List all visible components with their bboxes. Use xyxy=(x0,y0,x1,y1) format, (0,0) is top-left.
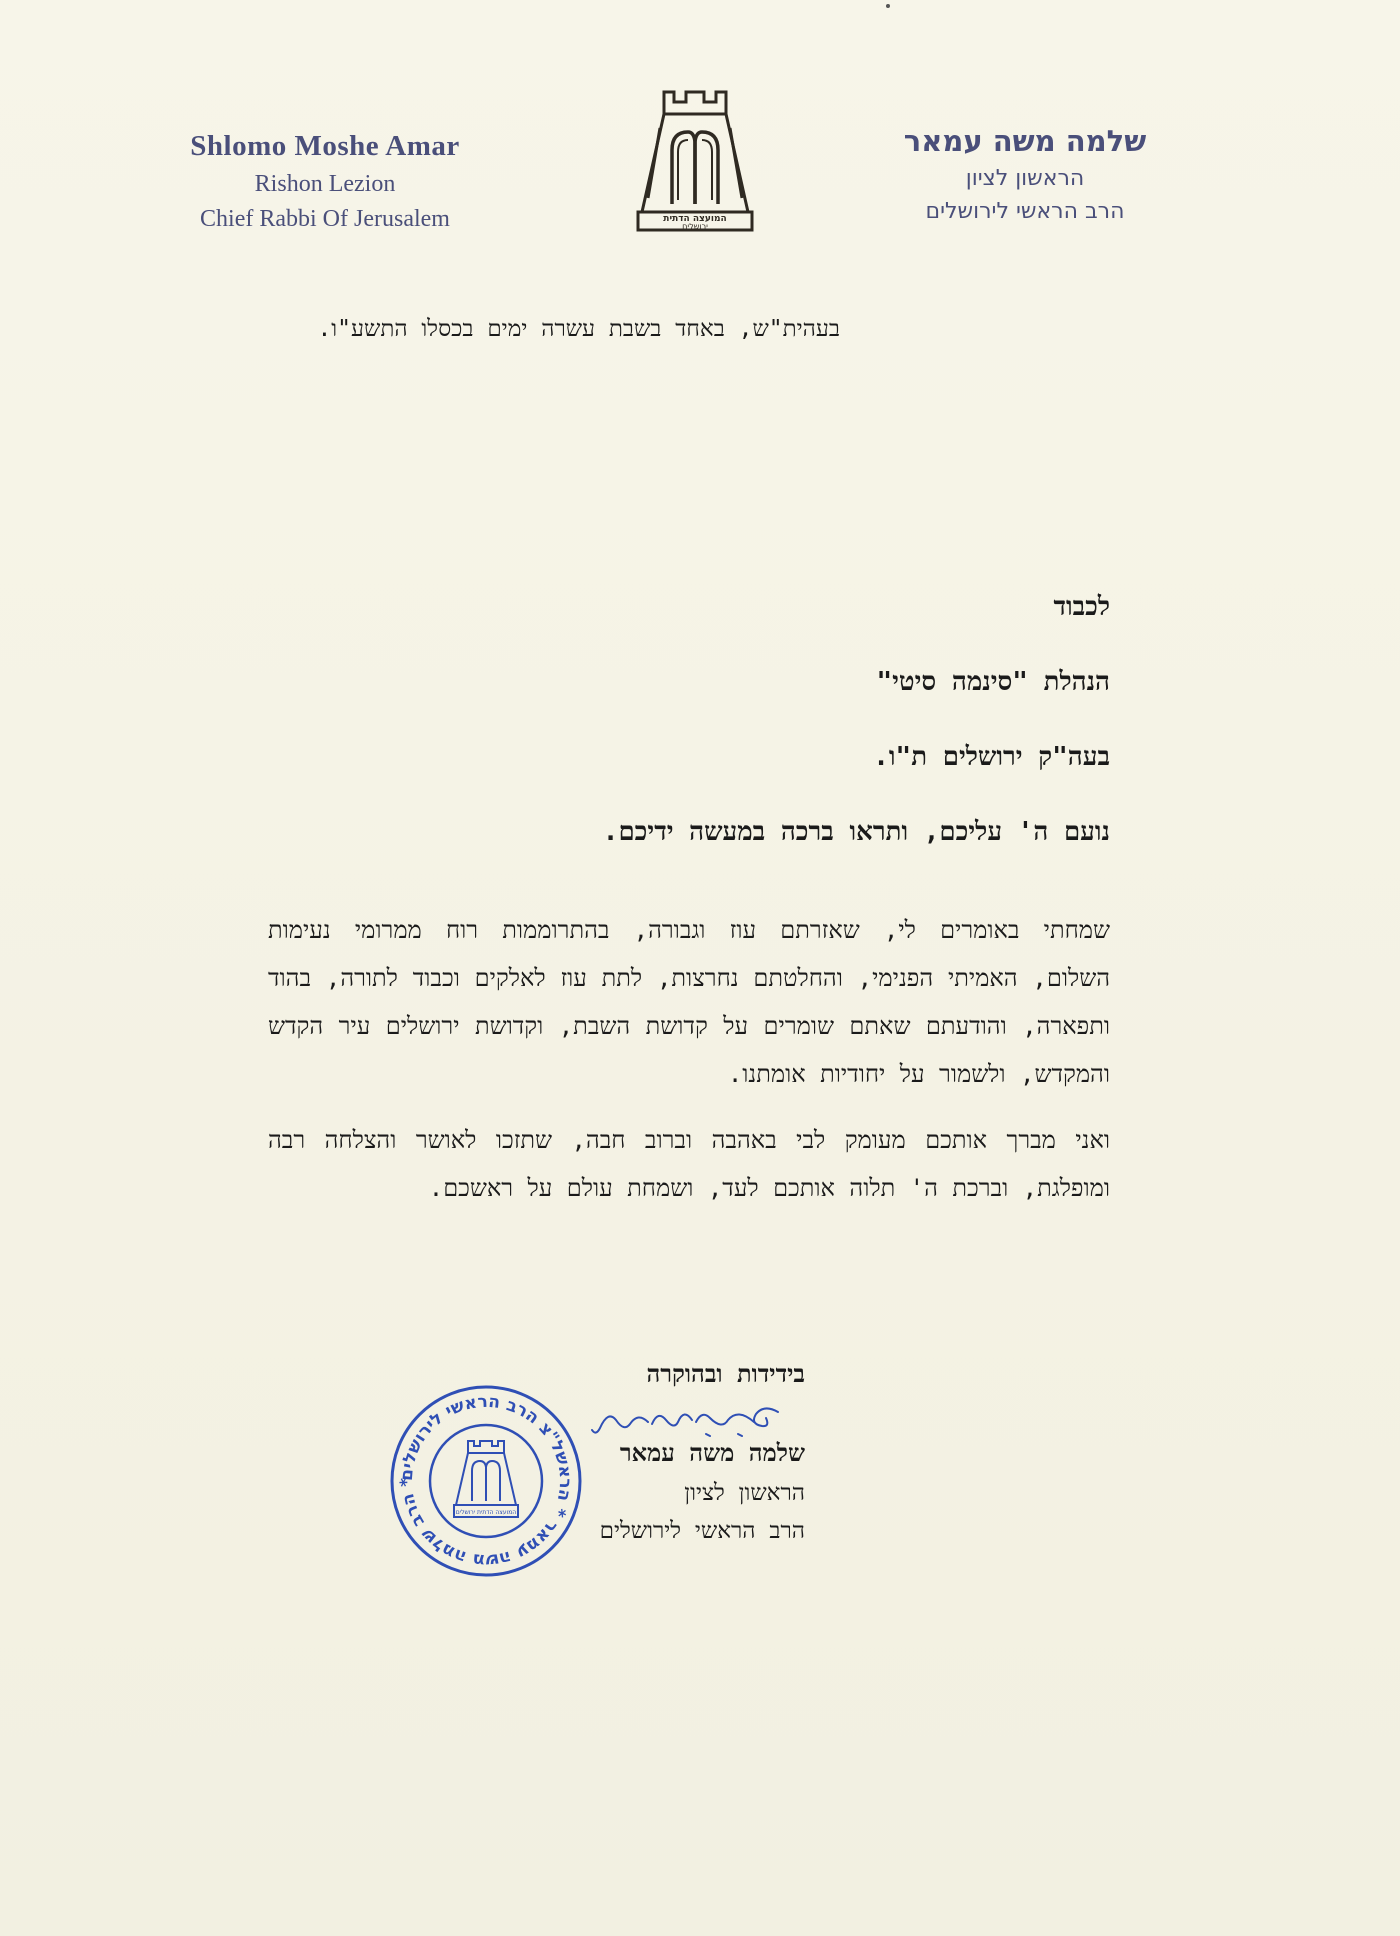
stamp-inner-caption: המועצה הדתית ירושלים xyxy=(455,1509,517,1516)
address-recipient: הנהלת "סינמה סיטי" xyxy=(876,667,1110,697)
closing-title2: הרב הראשי לירושלים xyxy=(599,1518,805,1544)
letterhead-he-title2: הרב הראשי לירושלים xyxy=(925,199,1125,224)
address-blessing: נועם ה' עליכם, ותראו ברכה במעשה ידיכם. xyxy=(602,817,1110,847)
letterhead-he-name: שלמה משה עמאר xyxy=(903,124,1147,158)
closing-greeting: בידידות ובהוקרה xyxy=(646,1360,805,1388)
tower-emblem-icon xyxy=(630,88,760,233)
handwritten-signature xyxy=(588,1398,788,1448)
official-stamp xyxy=(388,1383,584,1579)
emblem-caption1: המועצה הדתית xyxy=(663,214,727,224)
closing-name: שלמה משה עמאר xyxy=(619,1439,805,1467)
letter-body xyxy=(268,906,1110,1230)
body-paragraph-2: ואני מברך אותכם מעומק לבי באהבה וברוב חבה, שתזכו לאושר והצלחה רבה ומופלגת, וברכת ה' תלוה אותכם לעד, ושמחת עולם על ראשכם. xyxy=(268,1126,1110,1202)
body-paragraph-1: שמחתי באומרים לי, שאזרתם עוז וגבורה, בהתרוממות רוח ממרומי נעימות השלום, האמיתי הפנימי, והחלטתם נחרצות, לתת עוז לאלקים וכבוד לתורה, בהוד ותפארה, והודעתם שאתם שומרים על קדושת השבת, וקדושת ירושלים עיר הקדש והמקדש, ולשמור על יחודיות אומתנו. xyxy=(268,916,1111,1088)
closing-title1: הראשון לציון xyxy=(684,1480,805,1506)
paper-speck xyxy=(886,4,890,8)
letter-date: בעהית"ש, באחד בשבת עשרה ימים בכסלו התשע"ו. xyxy=(317,316,840,342)
letterhead-he-title1: הראשון לציון xyxy=(965,166,1085,191)
emblem-caption2: ירושלים xyxy=(682,222,708,231)
letterhead-en-title1: Rishon Lezion xyxy=(254,171,396,197)
address-city: בעה"ק ירושלים ת"ו. xyxy=(873,742,1110,772)
address-salutation: לכבוד xyxy=(1053,592,1110,622)
letterhead-english xyxy=(145,130,505,233)
letter-closing xyxy=(565,1360,805,1544)
stamp-ring-text: הרב שלמה משה עמאר * הראשל"צ הרב הראשי לירושלים * xyxy=(396,1391,576,1571)
letterhead-en-name: Shlomo Moshe Amar xyxy=(190,130,460,162)
letterhead-en-title2: Chief Rabbi Of Jerusalem xyxy=(200,206,450,232)
letter-address-block xyxy=(410,588,1110,888)
letterhead-hebrew xyxy=(875,124,1175,224)
